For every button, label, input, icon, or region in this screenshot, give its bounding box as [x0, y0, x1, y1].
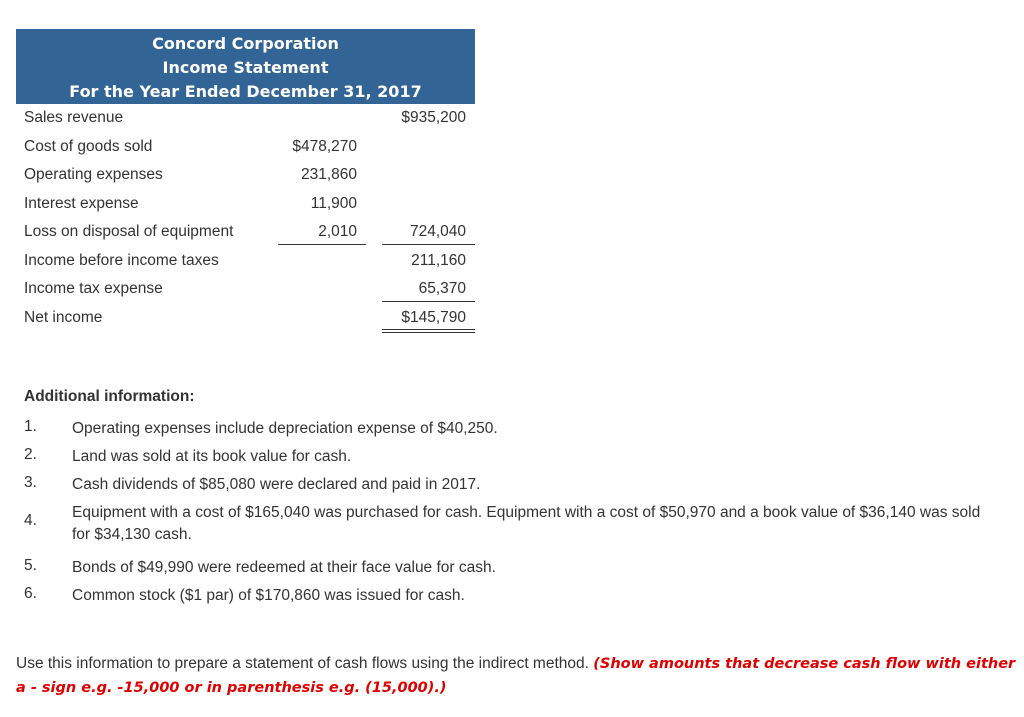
instructions-note: (Show amounts that decrease cash flow with either a - sign e.g. -15,000 or in parenthesis e.g. (15,000).)	[16, 656, 1016, 696]
company-name: Concord Corporation	[152, 34, 339, 53]
statement-row	[16, 161, 475, 190]
item-text: Operating expenses include depreciation expense of $40,250.	[72, 420, 498, 437]
row-label: Net income	[24, 308, 103, 326]
item-text: Cash dividends of $85,080 were declared and paid in 2017.	[72, 476, 481, 493]
list-item	[24, 581, 1004, 609]
statement-row	[16, 190, 475, 219]
statement-row	[16, 133, 475, 162]
instructions	[16, 652, 1016, 700]
list-item	[24, 470, 1004, 498]
statement-row	[16, 304, 475, 333]
additional-title: Additional information:	[24, 388, 195, 405]
double-underline	[382, 329, 475, 333]
item-number: 2.	[24, 446, 37, 463]
item-text: Equipment with a cost of $165,040 was purchased for cash. Equipment with a cost of $50,970 and a book value of $36,140 was sold for $34,130 cash.	[72, 504, 981, 543]
statement-row	[16, 218, 475, 247]
statement-row	[16, 275, 475, 304]
list-item	[24, 442, 1004, 470]
item-number: 5.	[24, 557, 37, 574]
list-item	[24, 498, 1004, 553]
row-total: $145,790	[401, 308, 466, 326]
row-label: Operating expenses	[24, 166, 163, 183]
item-number: 3.	[24, 474, 37, 491]
underline	[382, 244, 475, 245]
row-amount: $478,270	[292, 137, 357, 155]
row-total: 65,370	[418, 280, 466, 297]
row-label: Income before income taxes	[24, 251, 219, 269]
item-number: 1.	[24, 418, 37, 435]
income-statement	[16, 29, 475, 332]
instructions-text: Use this information to prepare a statement of cash flows using the indirect method.	[16, 655, 594, 672]
row-amount: 2,010	[318, 223, 357, 240]
list-item	[24, 553, 1004, 581]
row-label: Sales revenue	[24, 109, 124, 126]
statement-row	[16, 104, 475, 133]
statement-header	[16, 29, 475, 104]
underline	[382, 301, 475, 302]
row-label: Cost of goods sold	[24, 137, 153, 155]
row-amount: 11,900	[310, 194, 357, 212]
statement-title: Income Statement	[162, 58, 329, 77]
item-text: Common stock ($1 par) of $170,860 was issued for cash.	[72, 587, 465, 604]
row-label: Interest expense	[24, 194, 139, 212]
underline	[278, 244, 366, 245]
item-number: 6.	[24, 585, 37, 602]
row-label: Loss on disposal of equipment	[24, 223, 234, 240]
row-total: 724,040	[409, 223, 466, 240]
row-label: Income tax expense	[24, 280, 163, 297]
item-text: Land was sold at its book value for cash.	[72, 448, 352, 465]
statement-period: For the Year Ended December 31, 2017	[69, 82, 422, 101]
additional-information	[24, 386, 1004, 609]
item-number: 4.	[24, 512, 37, 529]
statement-row	[16, 247, 475, 276]
item-text: Bonds of $49,990 were redeemed at their face value for cash.	[72, 559, 496, 576]
list-item	[24, 414, 1004, 442]
row-total: 211,160	[411, 251, 466, 269]
row-total: $935,200	[401, 109, 466, 126]
row-amount: 231,860	[300, 166, 357, 183]
